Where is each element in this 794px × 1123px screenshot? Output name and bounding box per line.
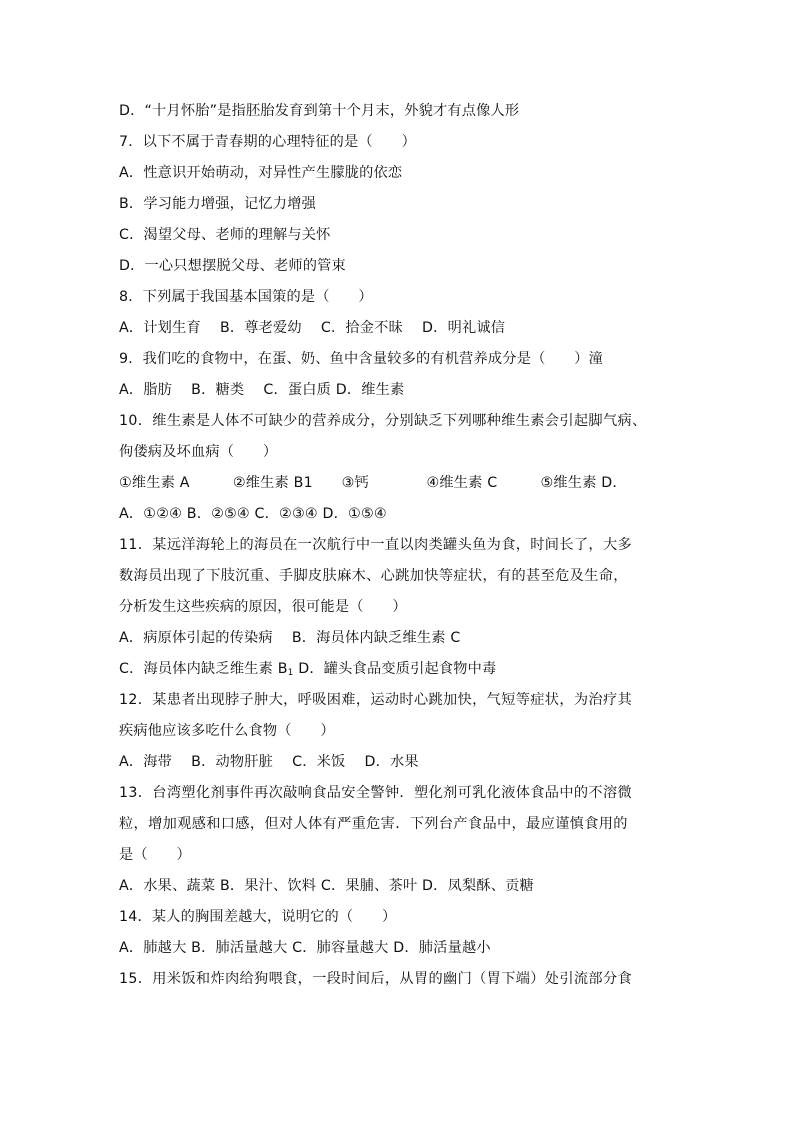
q13-options: A．水果、蔬菜 B．果汁、饮料 C．果脯、茶叶 D．凤梨酥、贡糖 [119, 878, 534, 894]
q10-stem-line-2: 佝偻病及坏血病（ ） [119, 444, 278, 460]
q11-options-cd [119, 659, 679, 683]
q10-stem-line-1: 10．维生素是人体不可缺少的营养成分，分别缺乏下列哪种维生素会引起脚气病、 [119, 413, 647, 429]
q13-stem-line-1: 13．台湾塑化剂事件再次敲响食品安全警钟．塑化剂可乳化液体食品中的不溶微 [119, 785, 633, 801]
q9-options: A．脂肪 B．糖类 C．蛋白质 D．维生素 [119, 382, 405, 398]
q12-stem-line-2: 疾病他应该多吃什么食物（ ） [119, 723, 335, 739]
q15-stem-line-1: 15．用米饭和炸肉给狗喂食，一段时间后，从胃的幽门（胃下端）处引流部分食 [119, 971, 633, 987]
q11-stem-line-2: 数海员出现了下肢沉重、手脚皮肤麻木、心跳加快等症状，有的甚至危及生命， [119, 568, 628, 584]
q7-option-b: B．学习能力增强，记忆力增强 [119, 196, 316, 212]
q13-stem-line-3: 是（ ） [119, 847, 191, 863]
q9-stem: 9．我们吃的食物中，在蛋、奶、鱼中含量较多的有机营养成分是（ ）潼 [119, 351, 604, 367]
q7-option-c: C．渴望父母、老师的理解与关怀 [119, 227, 331, 243]
q7-stem: 7．以下不属于青春期的心理特征的是（ ） [119, 134, 416, 150]
q12-stem-line-1: 12．某患者出现脖子肿大，呼吸困难，运动时心跳加快，气短等症状，为治疗其 [119, 692, 633, 708]
q11-option-d-text: D．罐头食品变质引起食物中毒 [293, 661, 497, 677]
q10-options: A．①②④ B．②⑤④ C．②③④ D．①⑤④ [119, 506, 387, 522]
q11-stem-line-1: 11．某远洋海轮上的海员在一次航行中一直以肉类罐头鱼为食，时间长了，大多 [119, 537, 633, 553]
q11-option-c-text: C．海员体内缺乏维生素 B [119, 661, 288, 677]
q11-options-ab: A．病原体引起的传染病 B．海员体内缺乏维生素 C [119, 630, 461, 646]
q13-stem-line-2: 粒，增加观感和口感，但对人体有严重危害．下列台产食品中，最应谨慎食用的 [119, 816, 628, 832]
q11-option-c-subscript: 1 [287, 668, 294, 678]
q12-options: A．海带 B．动物肝脏 C．米饭 D．水果 [119, 754, 419, 770]
q14-stem: 14．某人的胸围差越大，说明它的（ ） [119, 909, 397, 925]
q14-options: A．肺越大 B．肺活量越大 C．肺容量越大 D．肺活量越小 [119, 940, 491, 956]
q11-stem-line-3: 分析发生这些疾病的原因，很可能是（ ） [119, 599, 407, 615]
q6-option-d: D．“十月怀胎”是指胚胎发育到第十个月末，外貌才有点像人形 [119, 103, 520, 119]
q8-options: A．计划生育 B．尊老爱幼 C．拾金不昧 D．明礼诚信 [119, 320, 506, 336]
q7-option-a: A．性意识开始萌动，对异性产生朦胧的依恋 [119, 165, 403, 181]
q8-stem: 8．下列属于我国基本国策的是（ ） [119, 289, 373, 305]
q7-option-d: D．一心只想摆脱父母、老师的管束 [119, 258, 346, 274]
q10-items: ①维生素 A ②维生素 B1 ③钙 ④维生素 C ⑤维生素 D． [119, 475, 627, 491]
